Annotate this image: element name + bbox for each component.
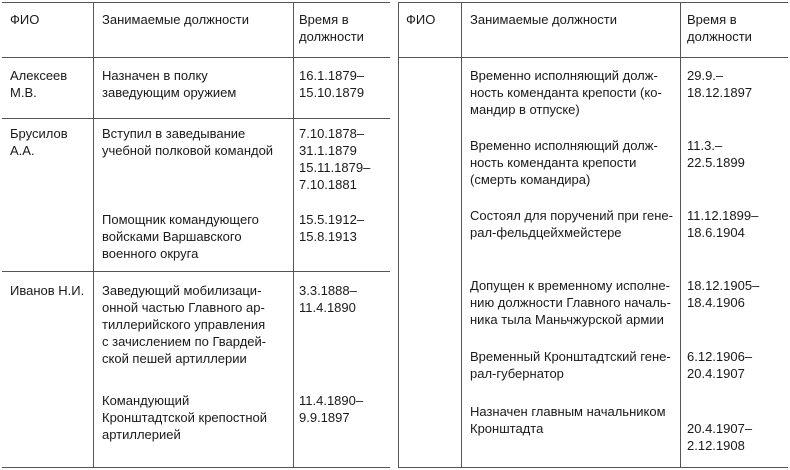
position-text: Назначен в полку заведующим оружием xyxy=(102,68,237,100)
header-name: ФИО xyxy=(406,12,436,27)
position-text: Временный Кронштадтский гене- рал-губернатор xyxy=(470,349,671,381)
left-table xyxy=(2,2,390,468)
column-divider xyxy=(461,3,462,467)
position-text: Допущен к временному исполне- нию должности Главного началь- ника тыла Маньчжурской армии xyxy=(470,278,671,327)
time-text: 16.1.1879– 15.10.1879 xyxy=(299,68,365,100)
column-divider xyxy=(93,3,94,467)
right-table xyxy=(398,2,788,468)
position-text: Временно исполняющий долж- ность коменданта крепости (ко- мандир в отпуске) xyxy=(470,68,662,117)
position-text: Состоял для поручений при гене- рал-фельдцейхмейстере xyxy=(470,208,673,240)
column-divider xyxy=(293,3,294,467)
header-divider xyxy=(398,57,788,58)
time-text: 11.12.1899– 18.6.1904 xyxy=(687,208,759,240)
row-divider xyxy=(2,271,390,272)
header-position: Занимаемые должности xyxy=(102,12,249,27)
header-divider xyxy=(2,57,390,58)
position-text: Временно исполняющий долж- ность коменданта крепости (смерть командира) xyxy=(470,138,658,187)
column-divider xyxy=(398,3,399,467)
header-time: Время в должности xyxy=(687,12,752,44)
time-text: 20.4.1907– 2.12.1908 xyxy=(687,421,753,453)
time-text: 7.10.1878– 31.1.1879 15.11.1879– 7.10.1881 xyxy=(299,126,371,192)
position-text: Заведующий мобилизаци- онной частью Главного ар- тиллерийского управления с зачислением по Гвардей- ской пешей артиллерии xyxy=(102,283,267,366)
time-text: 29.9.– 18.12.1897 xyxy=(687,68,753,100)
position-text: Помощник командующего войсками Варшавского военного округа xyxy=(102,212,259,261)
time-text: 11.3.– 22.5.1899 xyxy=(687,138,745,170)
row-divider xyxy=(2,118,390,119)
position-text: Назначен главным начальником Кронштадта xyxy=(470,404,666,436)
time-text: 18.12.1905– 18.4.1906 xyxy=(687,278,760,310)
column-divider xyxy=(680,3,681,467)
header-position: Занимаемые должности xyxy=(470,12,617,27)
time-text: 6.12.1906– 20.4.1907 xyxy=(687,349,753,381)
header-name: ФИО xyxy=(10,12,40,27)
position-text: Командующий Кронштадтской крепостной артиллерией xyxy=(102,393,268,442)
person-name: Брусилов А.А. xyxy=(10,126,68,158)
header-time: Время в должности xyxy=(299,12,364,44)
person-name: Алексеев М.В. xyxy=(10,68,68,100)
time-text: 11.4.1890– 9.9.1897 xyxy=(299,393,364,425)
time-text: 15.5.1912– 15.8.1913 xyxy=(299,212,365,244)
position-text: Вступил в заведывание учебной полковой командой xyxy=(102,126,274,158)
time-text: 3.3.1888– 11.4.1890 xyxy=(299,283,357,315)
person-name: Иванов Н.И. xyxy=(10,283,85,298)
